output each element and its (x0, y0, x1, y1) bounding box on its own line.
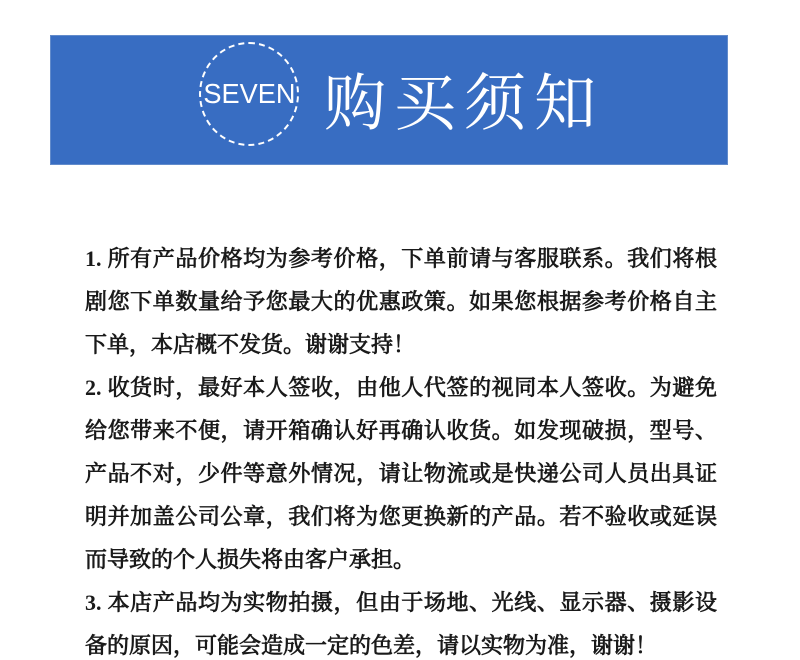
notice-list (85, 237, 717, 660)
purchase-notice-banner (50, 35, 728, 165)
banner-title: 购买须知 (324, 70, 605, 139)
notice-item-delivery: 2. 收货时，最好本人签收，由他人代签的视同本人签收。为避免给您带来不便，请开箱确认好再确认收货。如发现破损，型号、产品不对，少件等意外情况，请让物流或是快递公司人员出具证明并加盖公司公章，我们将为您更换新的产品。若不验收或延误而导致的个人损失将由客户承担。 (85, 375, 717, 572)
seven-logo-text: SEVEN (202, 78, 296, 109)
seven-logo-circle (199, 42, 299, 146)
notice-item-price: 1. 所有产品价格均为参考价格，下单前请与客服联系。我们将根剧您下单数量给予您最大的优惠政策。如果您根据参考价格自主下单，本店概不发货。谢谢支持！ (85, 246, 717, 357)
notice-item-color-difference: 3. 本店产品均为实物拍摄，但由于场地、光线、显示器、摄影设备的原因，可能会造成一定的色差，请以实物为准，谢谢！ (85, 590, 717, 658)
